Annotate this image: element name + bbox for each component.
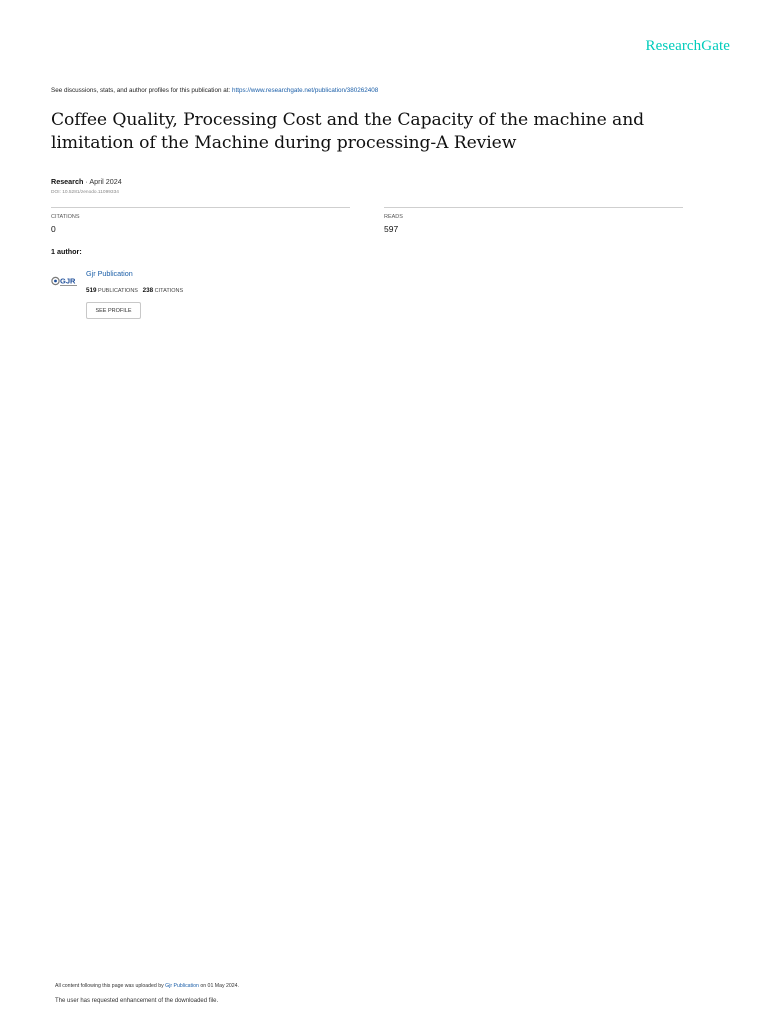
- see-profile-button[interactable]: SEE PROFILE: [86, 302, 141, 319]
- authors-heading: 1 author:: [51, 247, 82, 256]
- researchgate-logo[interactable]: ResearchGate: [645, 38, 730, 54]
- citations-stat: [51, 207, 350, 234]
- uploader-link[interactable]: Gjr Publication: [165, 983, 199, 989]
- publication-date: · April 2024: [83, 177, 122, 186]
- author-citations-count: 238: [142, 287, 154, 294]
- publication-url-link[interactable]: https://www.researchgate.net/publication/380262408: [231, 87, 379, 94]
- author-publications-count: 519: [86, 287, 97, 294]
- author-logo-icon[interactable]: [51, 274, 78, 289]
- reads-value: 597: [384, 224, 399, 234]
- publication-title: Coffee Quality, Processing Cost and the Capacity of the machine and limitation of the Machine during processing-A Review: [51, 110, 645, 153]
- author-stats: [86, 287, 183, 294]
- upload-note: [55, 983, 239, 989]
- reads-label: READS: [384, 214, 403, 220]
- citations-value: 0: [51, 224, 56, 234]
- reads-stat: [384, 207, 683, 234]
- citations-label: CITATIONS: [51, 214, 80, 220]
- intro-line: [51, 87, 378, 94]
- author-logo-text: GJR: [60, 276, 76, 286]
- publication-doi: DOI: 10.5281/zenodo.11099334: [51, 190, 119, 195]
- author-publications-label: PUBLICATIONS: [96, 288, 138, 294]
- author-name-link[interactable]: Gjr Publication: [86, 269, 133, 278]
- upload-suffix: on 01 May 2024.: [198, 983, 239, 989]
- publication-meta: [51, 177, 122, 186]
- upload-prefix: All content following this page was uploaded by: [55, 983, 166, 989]
- enhancement-note: The user has requested enhancement of the downloaded file.: [55, 998, 219, 1004]
- publication-type: Research: [51, 177, 84, 186]
- intro-text: See discussions, stats, and author profiles for this publication at:: [51, 87, 232, 94]
- author-citations-label: CITATIONS: [153, 288, 184, 294]
